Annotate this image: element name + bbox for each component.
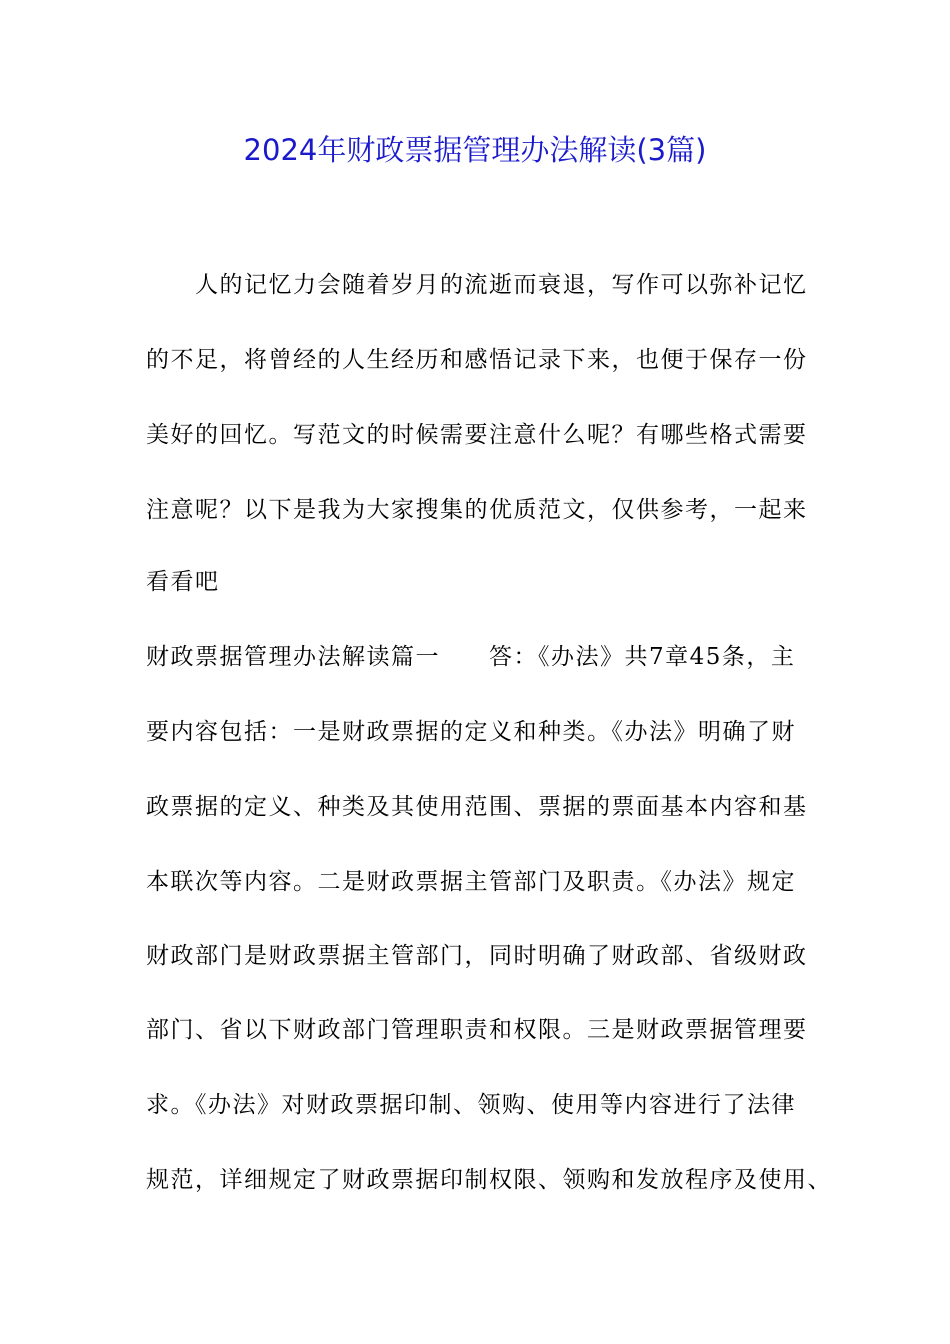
body-line: 部门、省以下财政部门管理职责和权限。三是财政票据管理要 xyxy=(146,1017,808,1043)
document-title: 2024年财政票据管理办法解读(3篇) xyxy=(243,133,707,167)
body-line: 规范，详细规定了财政票据印制权限、领购和发放程序及使用、 xyxy=(146,1167,832,1193)
body-line: 本联次等内容。二是财政票据主管部门及职责。《办法》规定 xyxy=(146,869,796,895)
body-line: 美好的回忆。写范文的时候需要注意什么呢？有哪些格式需要 xyxy=(146,422,808,448)
body-line: 注意呢？以下是我为大家搜集的优质范文，仅供参考，一起来 xyxy=(146,497,808,523)
body-line: 的不足，将曾经的人生经历和感悟记录下来，也便于保存一份 xyxy=(146,347,808,373)
body-line: 政票据的定义、种类及其使用范围、票据的票面基本内容和基 xyxy=(146,794,808,820)
body-line: 求。《办法》对财政票据印制、领购、使用等内容进行了法律 xyxy=(146,1092,796,1118)
body-line: 看看吧 xyxy=(146,569,220,595)
body-line: 要内容包括：一是财政票据的定义和种类。《办法》明确了财 xyxy=(146,719,796,745)
section-heading-line: 财政票据管理办法解读篇一 答：《办法》共7章45条，主 xyxy=(146,644,796,670)
body-line: 人的记忆力会随着岁月的流逝而衰退，写作可以弥补记忆 xyxy=(146,272,808,298)
body-line: 财政部门是财政票据主管部门，同时明确了财政部、省级财政 xyxy=(146,943,808,969)
